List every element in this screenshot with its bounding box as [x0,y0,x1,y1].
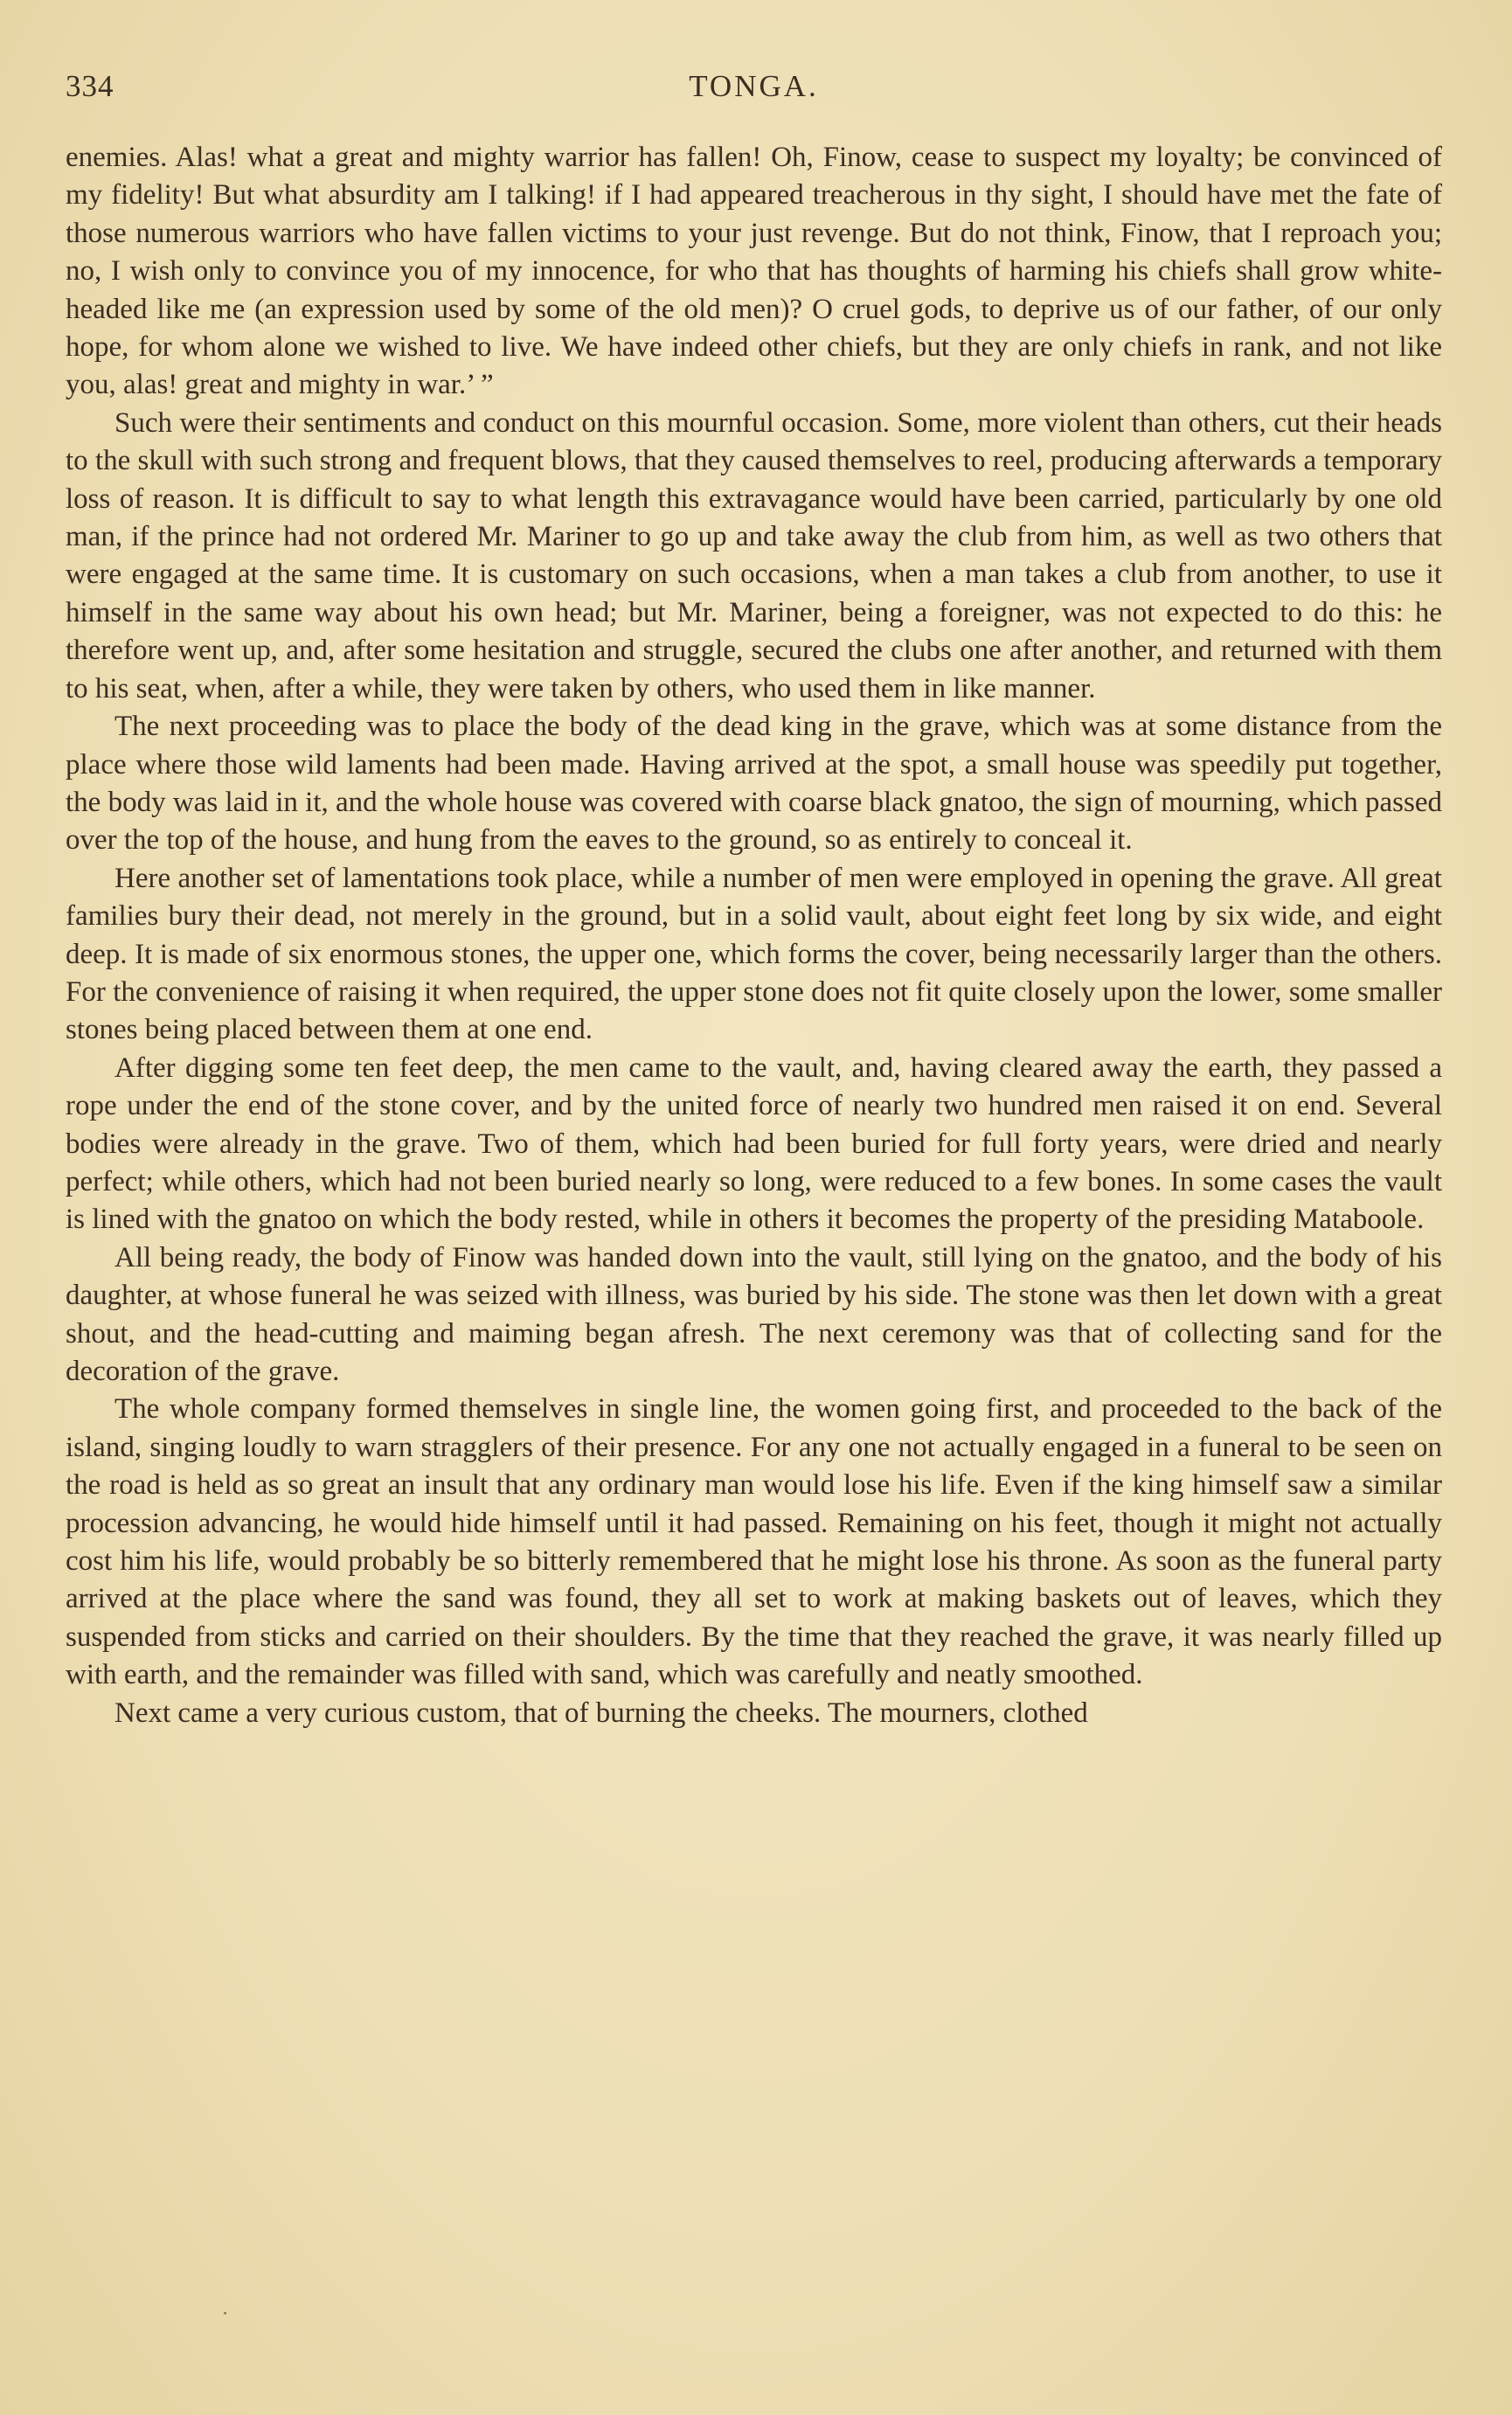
page-number: 334 [66,69,114,103]
paragraph: Such were their sentiments and conduct on this mournful occasion. Some, more violent than others, cut their heads to the skull with such strong and frequent blows, that they caused themselves to reel, producing afterwards a temporary loss of reason. It is difficult to say to what length this extravagance would have been carried, particularly by one old man, if the prince had not ordered Mr. Mariner to go up and take away the club from him, as well as two others that were engaged at the same time. It is customary on such occasions, when a man takes a club from another, to use it himself in the same way about his own head; but Mr. Mariner, being a foreigner, was not expected to do this: he therefore went up, and, after some hesitation and struggle, secured the clubs one after another, and returned with them to his seat, when, after a while, they were taken by others, who used them in like manner. [66,406,1442,704]
paragraph: Next came a very curious custom, that of burning the cheeks. The mourners, clothed [114,1697,1088,1729]
paragraph: enemies. Alas! what a great and mighty warrior has fallen! Oh, Finow, cease to suspect my loyalty; be convinced of my fidelity! But what absurdity am I talking! if I had appeared treacherous in thy sight, I should have met the fate of those numerous warriors who have fallen victims to your just revenge. But do not think, Finow, that I reproach you; no, I wish only to convince you of my innocence, for who that has thoughts of harming his chiefs shall grow white-headed like me (an expression used by some of the old men)? O cruel gods, to deprive us of our father, of our only hope, for whom alone we wished to live. We have indeed other chiefs, but they are only chiefs in rank, and not like you, alas! great and mighty in war.’ ” [66,142,1442,401]
page-header [66,65,1442,108]
paper-speck [224,2312,226,2314]
body-text [66,139,1442,1732]
paragraph: The whole company formed themselves in single line, the women going first, and proceeded to the back of the island, singing loudly to warn stragglers of their presence. For any one not actually engaged in a funeral to be seen on the road is held as so great an insult that any ordinary man would lose his life. Even if the king himself saw a similar procession advancing, he would hide himself until it had passed. Remaining on his feet, though it might not actually cost him his life, would probably be so bitterly remembered that he might lose his throne. As soon as the funeral party arrived at the place where the sand was found, they all set to work at making baskets out of leaves, which they suspended from sticks and carried on their shoulders. By the time that they reached the grave, it was nearly filled up with earth, and the remainder was filled with sand, which was carefully and neatly smoothed. [66,1393,1442,1691]
running-title: TONGA. [689,69,819,103]
paragraph: The next proceeding was to place the body of the dead king in the grave, which was at some distance from the place where those wild laments had been made. Having arrived at the spot, a small house was speedily put together, the body was laid in it, and the whole house was covered with coarse black gnatoo, the sign of mourning, which passed over the top of the house, and hung from the eaves to the ground, so as entirely to conceal it. [66,711,1442,857]
paragraph: After digging some ten feet deep, the men came to the vault, and, having cleared away the earth, they passed a rope under the end of the stone cover, and by the united force of nearly two hundred men raised it on end. Several bodies were already in the grave. Two of them, which had been buried for full forty years, were dried and nearly perfect; while others, which had not been buried nearly so long, were reduced to a few bones. In some cases the vault is lined with the gnatoo on which the body rested, while in others it becomes the property of the presiding Mataboole. [66,1051,1442,1236]
paragraph: Here another set of lamentations took place, while a number of men were employed in opening the grave. All great families bury their dead, not merely in the ground, but in a solid vault, about eight feet long by six wide, and eight deep. It is made of six enormous stones, the upper one, which forms the cover, being necessarily larger than the others. For the convenience of raising it when required, the upper stone does not fit quite closely upon the lower, some smaller stones being placed between them at one end. [66,862,1442,1046]
paragraph: All being ready, the body of Finow was handed down into the vault, still lying on the gnatoo, and the body of his daughter, at whose funeral he was seized with illness, was buried by his side. The stone was then let down with a great shout, and the head-cutting and maiming began afresh. The next ceremony was that of collecting sand for the decoration of the grave. [66,1241,1442,1387]
